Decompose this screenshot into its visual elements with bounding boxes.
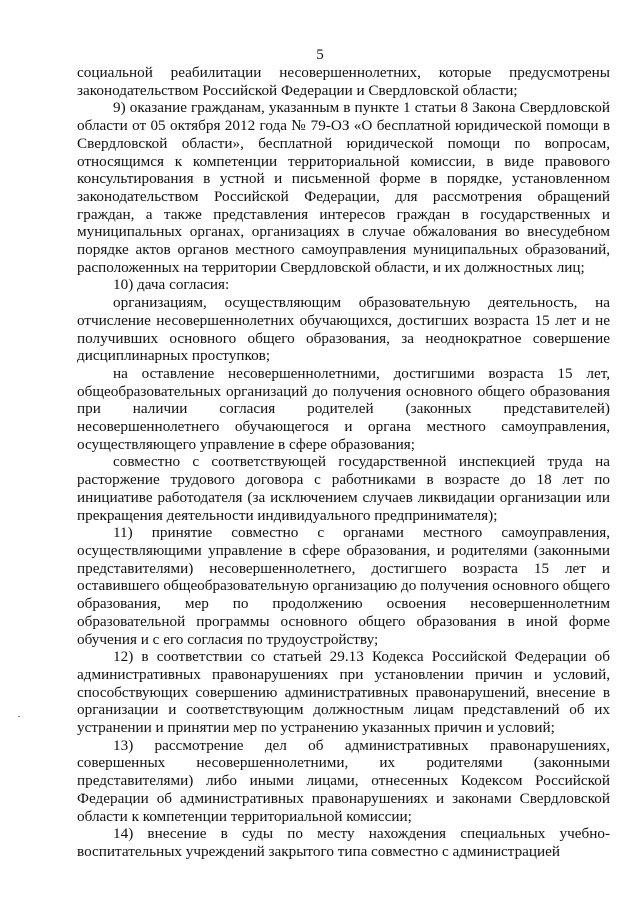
paragraph-item-10-leaving-school: на оставление несовершеннолетними, достигшими возраста 15 лет, общеобразовательных организаций до получения основного общего образования при наличии согласия родителей (законных представителей) несовершеннолетнего обучающегося и органа местного самоуправления, осуществляющего управление в сфере образования; <box>77 364 610 453</box>
paragraph-item-11: 11) принятие совместно с органами местного самоуправления, осуществляющими управление в сфере образования, и родителями (законными представителями) несовершеннолетнего, достигшего возраста 15 лет и оставившего общеобразовательную организацию до получения основного общего образования, мер по продолжению освоения несовершеннолетним образовательной программы основного общего образования в иной форме обучения и с его согласия по трудоустройству; <box>77 524 610 648</box>
paragraph-item-12: 12) в соответствии со статьей 29.13 Кодекса Российской Федерации об административных правонарушениях при установлении причин и условий, способствующих совершению административных правонарушений, внесение в организации и соответствующим должностным лицам представлений об их устранении и принятии мер по устранению указанных причин и условий; <box>77 648 610 737</box>
paragraph-item-14: 14) внесение в суды по месту нахождения специальных учебно-воспитательных учреждений закрытого типа совместно с администрацией <box>77 825 610 860</box>
scan-margin-mark <box>18 716 20 717</box>
paragraph-item-10-labor-contract: совместно с соответствующей государственной инспекцией труда на расторжение трудового договора с работниками в возрасте до 18 лет по инициативе работодателя (за исключением случаев ликвидации организации или прекращения деятельности индивидуального предпринимателя); <box>77 453 610 524</box>
paragraph-item-9: 9) оказание гражданам, указанным в пункте 1 статьи 8 Закона Свердловской области от 05 октября 2012 года № 79-ОЗ «О бесплатной юридической помощи в Свердловской области», бесплатной юридической помощи по вопросам, относящимся к компетенции территориальной комиссии, в виде правового консультирования в устной и письменной форме в порядке, установленном законодательством Российской Федерации, для рассмотрения обращений граждан, а также представления интересов граждан в государственных и муниципальных органах, организациях в случае обжалования во внесудебном порядке актов органов местного самоуправления муниципальных образований, расположенных на территории Свердловской области, и их должностных лиц; <box>77 99 610 276</box>
page-number: 5 <box>316 47 324 63</box>
paragraph-continuation: социальной реабилитации несовершеннолетних, которые предусмотрены законодательством Российской Федерации и Свердловской области; <box>77 64 610 99</box>
paragraph-item-10: 10) дача согласия: <box>113 276 230 294</box>
document-body <box>77 64 610 861</box>
paragraph-item-10-organizations: организациям, осуществляющим образовательную деятельность, на отчисление несовершеннолетних обучающихся, достигших возраста 15 лет и не получивших основного общего образования, за неоднократное совершение дисциплинарных проступков; <box>77 294 610 365</box>
paragraph-item-13: 13) рассмотрение дел об административных правонарушениях, совершенных несовершеннолетними, их родителями (законными представителями) либо иными лицами, отнесенных Кодексом Российской Федерации об административных правонарушениях и законами Свердловской области к компетенции территориальной комиссии; <box>77 736 610 825</box>
